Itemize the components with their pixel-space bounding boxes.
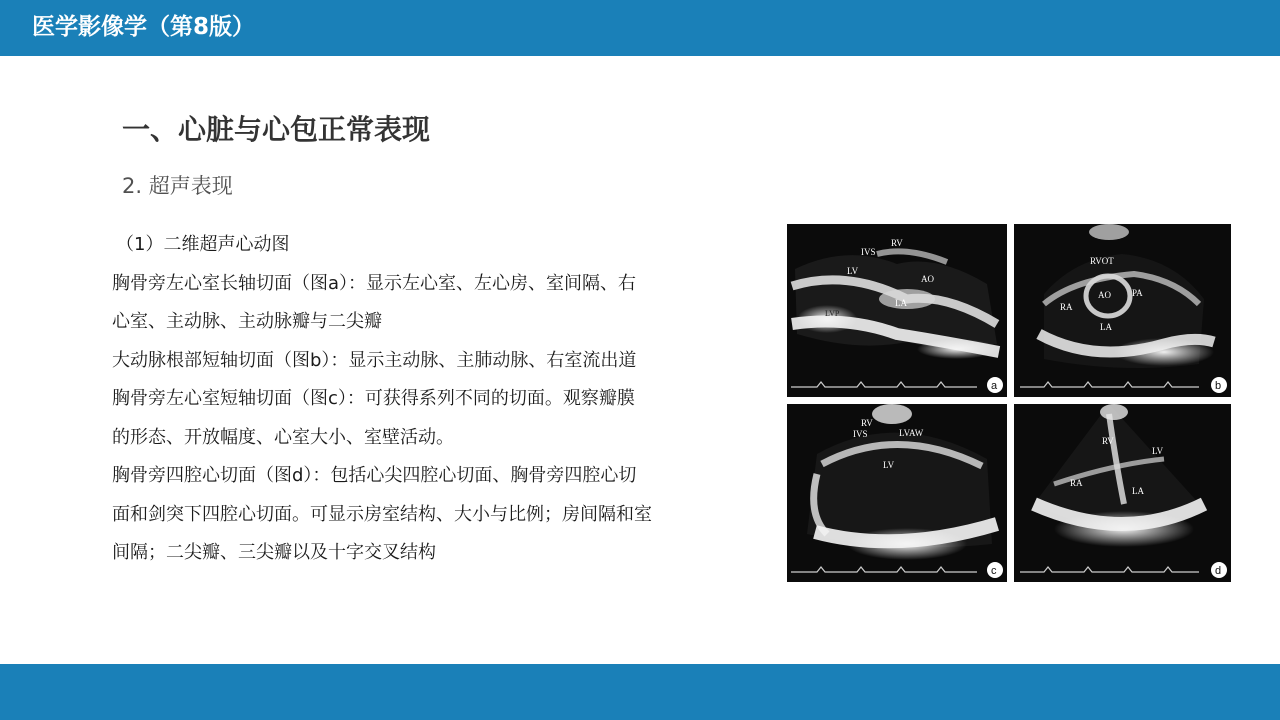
body-line: （1）二维超声心动图: [116, 234, 290, 255]
book-title: 医学影像学（第8版）: [32, 14, 256, 40]
echo-label: RV: [861, 418, 873, 428]
body-line: 的形态、开放幅度、心室大小、室壁活动。: [112, 426, 454, 448]
body-text: [112, 226, 762, 573]
panel-letter-c: c: [991, 565, 997, 577]
echo-label: LV: [1152, 446, 1164, 456]
body-line: 胸骨旁左心室短轴切面（图c）：可获得系列不同的切面。观察瓣膜: [112, 388, 635, 409]
body-line: 大动脉根部短轴切面（图b）：显示主动脉、主肺动脉、右室流出道: [112, 349, 637, 371]
echo-label: IVS: [853, 429, 868, 439]
body-line: 胸骨旁四腔心切面（图d）：包括心尖四腔心切面、胸骨旁四腔心切: [112, 465, 637, 486]
header-bar: [0, 0, 1280, 56]
echo-label: IVS: [861, 247, 876, 257]
echo-panel-a: [787, 224, 1007, 397]
echo-panel-b: [1014, 224, 1231, 397]
body-line: 间隔；二尖瓣、三尖瓣以及十字交叉结构: [112, 542, 436, 563]
echo-label: RV: [891, 238, 903, 248]
echo-label: LV: [847, 266, 859, 276]
echo-label: RV: [1102, 436, 1114, 446]
echo-label: AO: [1098, 290, 1111, 300]
echo-panel-c: [787, 404, 1007, 582]
echo-label: LA: [1132, 486, 1144, 496]
echo-label: LV: [883, 460, 895, 470]
echo-label: LA: [895, 298, 907, 308]
echo-label: RA: [1060, 302, 1073, 312]
section-subheading: 2. 超声表现: [122, 174, 233, 198]
echo-label: RA: [1070, 478, 1083, 488]
panel-letter-a: a: [991, 380, 998, 392]
echo-label: AO: [921, 274, 934, 284]
echocardiogram-figure: [787, 224, 1231, 582]
echo-label: PA: [1132, 288, 1143, 298]
echo-panel-d: [1014, 404, 1231, 582]
section-heading: 一、心脏与心包正常表现: [122, 113, 431, 146]
echo-label: RVOT: [1090, 256, 1114, 266]
panel-letter-b: b: [1215, 380, 1222, 392]
body-line: 心室、主动脉、主动脉瓣与二尖瓣: [112, 311, 382, 332]
echo-label: LVP: [825, 309, 840, 318]
echo-label: LA: [1100, 322, 1112, 332]
body-line: 面和剑突下四腔心切面。可显示房室结构、大小与比例；房间隔和室: [112, 503, 652, 525]
footer-bar: [0, 664, 1280, 720]
echo-label: LVAW: [899, 428, 924, 438]
panel-letter-d: d: [1215, 565, 1222, 577]
body-line: 胸骨旁左心室长轴切面（图a）：显示左心室、左心房、室间隔、右: [112, 272, 637, 294]
